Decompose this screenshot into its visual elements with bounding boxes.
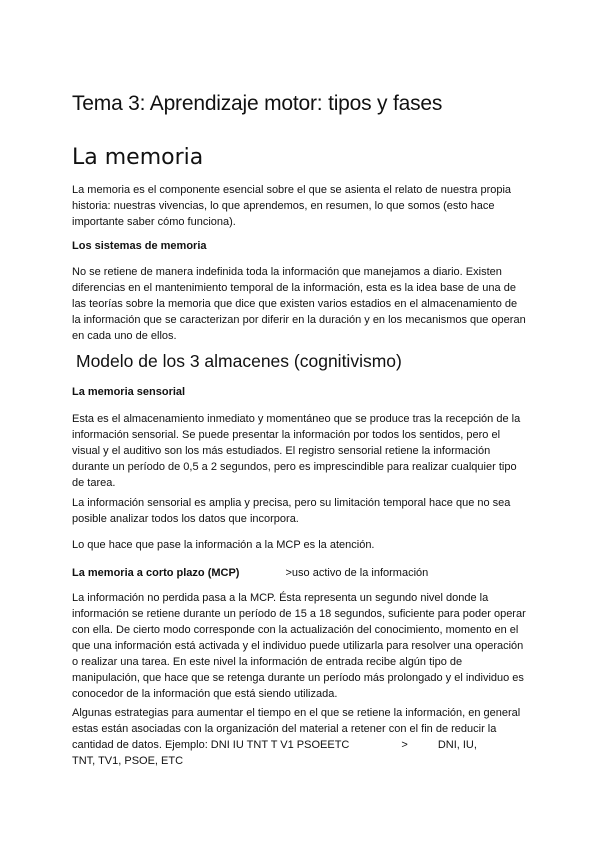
paragraph-sistemas: No se retiene de manera indefinida toda la información que manejamos a diario. Existen diferencias en el mantenimiento temporal de la información, esta es la idea base de una de las teorías sobre la memoria que dice que existen varios estadios en el almacenamiento de la información que se caracterizan por diferir en la duración y en los mecanismos que operan en cada uno de ellos. [72, 266, 526, 342]
paragraph-mcp-1: La información no perdida pasa a la MCP. Ésta representa un segundo nivel donde la información se retiene durante un período de 15 a 18 segundos, suficiente para poder operar con ella. De cierto modo corresponde con la actualización del conocimiento, momento en el que una información está activada y el individuo puede utilizarla para resolver una operación o realizar una tarea. En este nivel la información de entrada recibe algún tipo de manipulación, que hace que se retenga durante un período más prolongado y el individuo es conocedor de la información que está siendo utilizada. [72, 592, 526, 700]
paragraph-sensorial-1: Esta es el almacenamiento inmediato y momentáneo que se produce tras la recepción de la información sensorial. Se puede presentar la información por todos los sentidos, pero el visual y el auditivo son los más estudiados. El registro sensorial retiene la información durante un período de 0,5 a 2 segundos, pero es imprescindible para realizar cualquier tipo de tarea. [72, 413, 521, 489]
paragraph-mcp-2-text: Algunas estrategias para aumentar el tiempo en el que se retiene la información, en general estas están asociadas con la organización del material a retener con el fin de reducir la cantidad de datos. Ejemplo: DNI IU TNT T V1 PSOEETC [72, 707, 521, 751]
paragraph-intro: La memoria es el componente esencial sobre el que se asienta el relato de nuestra propia historia: nuestras vivencias, lo que aprendemos, en resumen, lo que somos (esto hace importante saber cómo funciona). [72, 184, 512, 228]
subheading-mcp-row [72, 565, 528, 581]
paragraph-mcp-2-list: TNT, TV1, PSOE, ETC [72, 755, 184, 767]
subheading-sensorial: La memoria sensorial [72, 386, 186, 398]
subheading-sistemas: Los sistemas de memoria [72, 240, 207, 252]
section-heading-modelo: Modelo de los 3 almacenes (cognitivismo) [76, 351, 402, 371]
paragraph-mcp-2-result: DNI, IU, [437, 739, 477, 751]
document-title: Tema 3: Aprendizaje motor: tipos y fases [72, 92, 443, 115]
paragraph-sensorial-2: La información sensorial es amplia y precisa, pero su limitación temporal hace que no sea posible analizar todos los datos que incorpora. [72, 497, 511, 525]
subheading-mcp-note: >uso activo de la información [285, 567, 429, 579]
paragraph-sensorial-3: Lo que hace que pase la información a la MCP es la atención. [72, 539, 375, 551]
arrow-symbol: > [401, 739, 408, 751]
subheading-mcp: La memoria a corto plazo (MCP) [72, 567, 240, 579]
section-heading-memoria: La memoria [72, 145, 204, 170]
paragraph-mcp-2 [72, 705, 528, 769]
